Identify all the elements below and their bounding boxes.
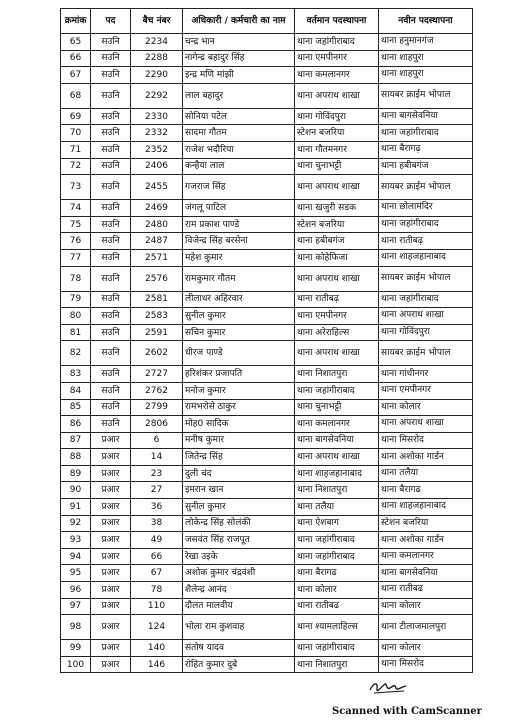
- cell-post: प्रआर: [91, 548, 131, 565]
- cell-current-posting: थाना कमलानगर: [295, 416, 379, 433]
- table-row: [61, 200, 473, 217]
- cell-current-posting: थाना तलैया: [295, 499, 379, 516]
- cell-post: प्रआर: [91, 449, 131, 466]
- header-batch-number: बैच नंबर: [131, 9, 183, 34]
- cell-batch-number: 2290: [131, 67, 183, 84]
- cell-serial: 80: [61, 308, 91, 325]
- cell-new-posting: थाना एमपीनगर: [379, 382, 473, 399]
- cell-current-posting: थाना बैरागढ: [295, 565, 379, 582]
- cell-post: सउनि: [91, 175, 131, 200]
- cell-officer-name: महेश कुमार: [183, 249, 295, 266]
- cell-batch-number: 2352: [131, 141, 183, 158]
- cell-serial: 98: [61, 615, 91, 640]
- cell-new-posting: थाना गोविंदपुरा: [379, 324, 473, 341]
- cell-post: सउनि: [91, 324, 131, 341]
- cell-current-posting: थाना निशातपुरा: [295, 366, 379, 383]
- table-row: [61, 499, 473, 516]
- cell-new-posting: थाना टीलाजमालपुरा: [379, 615, 473, 640]
- cell-officer-name: सचिन कुमार: [183, 324, 295, 341]
- table-row: [61, 449, 473, 466]
- table-row: [61, 108, 473, 125]
- cell-post: सउनि: [91, 141, 131, 158]
- table-row: [61, 308, 473, 325]
- cell-batch-number: 2292: [131, 83, 183, 108]
- cell-batch-number: 2455: [131, 175, 183, 200]
- table-row: [61, 324, 473, 341]
- cell-serial: 79: [61, 291, 91, 308]
- table-row: [61, 291, 473, 308]
- table-row: [61, 640, 473, 657]
- cell-new-posting: थाना छोलामंदिर: [379, 200, 473, 217]
- table-row: [61, 249, 473, 266]
- header-post: पद: [91, 9, 131, 34]
- cell-new-posting: सायबर क्राईम भोपाल: [379, 83, 473, 108]
- cell-new-posting: थाना बागसेवनिया: [379, 565, 473, 582]
- cell-current-posting: थाना अपराध शाखा: [295, 449, 379, 466]
- cell-current-posting: थाना निशातपुरा: [295, 482, 379, 499]
- cell-post: सउनि: [91, 216, 131, 233]
- cell-batch-number: 2480: [131, 216, 183, 233]
- cell-officer-name: अशोक कुमार चंद्रवंशी: [183, 565, 295, 582]
- transfer-table: [60, 8, 473, 673]
- header-new-posting: नवीन पदस्थापना: [379, 9, 473, 34]
- table-header-row: [61, 9, 473, 34]
- cell-current-posting: थाना अपराध शाखा: [295, 341, 379, 366]
- cell-serial: 75: [61, 216, 91, 233]
- table-row: [61, 83, 473, 108]
- cell-current-posting: थाना चुनाभट्टी: [295, 399, 379, 416]
- table-row: [61, 482, 473, 499]
- cell-officer-name: राम प्रकाश पाण्डे: [183, 216, 295, 233]
- cell-post: सउनि: [91, 34, 131, 51]
- cell-serial: 69: [61, 108, 91, 125]
- scanner-footer: Scanned with CamScanner: [332, 706, 482, 717]
- table-row: [61, 532, 473, 549]
- table-row: [61, 598, 473, 615]
- cell-new-posting: थाना गांधीनगर: [379, 366, 473, 383]
- cell-post: सउनि: [91, 291, 131, 308]
- cell-batch-number: 2576: [131, 266, 183, 291]
- cell-batch-number: 78: [131, 582, 183, 599]
- cell-serial: 92: [61, 515, 91, 532]
- cell-post: सउनि: [91, 108, 131, 125]
- cell-current-posting: थाना अरेराहिल्स: [295, 324, 379, 341]
- cell-current-posting: थाना जहांगीराबाद: [295, 548, 379, 565]
- cell-new-posting: थाना जहांगीराबाद: [379, 291, 473, 308]
- cell-batch-number: 110: [131, 598, 183, 615]
- cell-post: प्रआर: [91, 615, 131, 640]
- cell-current-posting: थाना ऐशबाग: [295, 515, 379, 532]
- table-row: [61, 582, 473, 599]
- cell-new-posting: थाना अशोका गार्डन: [379, 449, 473, 466]
- cell-post: सउनि: [91, 366, 131, 383]
- table-row: [61, 158, 473, 175]
- cell-serial: 95: [61, 565, 91, 582]
- cell-current-posting: स्टेशन बजरिया: [295, 216, 379, 233]
- cell-new-posting: थाना हबीबगंज: [379, 158, 473, 175]
- cell-officer-name: लीलाधर अहिरवार: [183, 291, 295, 308]
- cell-serial: 84: [61, 382, 91, 399]
- cell-current-posting: थाना जहांगीराबाद: [295, 382, 379, 399]
- cell-post: सउनि: [91, 67, 131, 84]
- cell-post: प्रआर: [91, 656, 131, 673]
- cell-serial: 83: [61, 366, 91, 383]
- cell-new-posting: थाना मिसरोद: [379, 656, 473, 673]
- cell-officer-name: लाल बहादुर: [183, 83, 295, 108]
- cell-new-posting: थाना अपराध शाखा: [379, 416, 473, 433]
- cell-new-posting: स्टेशन बजरिया: [379, 515, 473, 532]
- cell-post: सउनि: [91, 158, 131, 175]
- cell-post: प्रआर: [91, 640, 131, 657]
- transfer-list-sheet: [60, 8, 472, 673]
- cell-new-posting: थाना शाहजहानाबाद: [379, 499, 473, 516]
- table-row: [61, 515, 473, 532]
- cell-batch-number: 66: [131, 548, 183, 565]
- cell-officer-name: सुनील कुमार: [183, 308, 295, 325]
- cell-serial: 85: [61, 399, 91, 416]
- cell-post: सउनि: [91, 266, 131, 291]
- table-row: [61, 615, 473, 640]
- cell-batch-number: 124: [131, 615, 183, 640]
- table-row: [61, 125, 473, 142]
- cell-current-posting: थाना जहांगीराबाद: [295, 640, 379, 657]
- cell-serial: 72: [61, 158, 91, 175]
- cell-serial: 81: [61, 324, 91, 341]
- cell-post: सउनि: [91, 399, 131, 416]
- cell-officer-name: कन्हैया लाल: [183, 158, 295, 175]
- cell-post: सउनि: [91, 233, 131, 250]
- cell-officer-name: हरिशंकर प्रजापति: [183, 366, 295, 383]
- cell-officer-name: नागेन्द्र बहादुर सिंह: [183, 50, 295, 67]
- cell-current-posting: थाना कोलार: [295, 582, 379, 599]
- cell-serial: 73: [61, 175, 91, 200]
- cell-new-posting: थाना अशोका गार्डन: [379, 532, 473, 549]
- cell-serial: 70: [61, 125, 91, 142]
- cell-post: सउनि: [91, 341, 131, 366]
- cell-officer-name: राजेश भदौरिया: [183, 141, 295, 158]
- table-row: [61, 366, 473, 383]
- cell-serial: 87: [61, 432, 91, 449]
- cell-officer-name: भोला राम कुशवाह: [183, 615, 295, 640]
- cell-officer-name: दौलत मालवीय: [183, 598, 295, 615]
- cell-post: प्रआर: [91, 582, 131, 599]
- cell-new-posting: थाना रातीबढ: [379, 582, 473, 599]
- cell-batch-number: 36: [131, 499, 183, 516]
- table-row: [61, 399, 473, 416]
- cell-officer-name: मनोज कुमार: [183, 382, 295, 399]
- cell-new-posting: थाना कोलार: [379, 640, 473, 657]
- cell-officer-name: मोह0 सादिक: [183, 416, 295, 433]
- cell-serial: 94: [61, 548, 91, 565]
- cell-current-posting: थाना खजुरी सडक: [295, 200, 379, 217]
- cell-serial: 96: [61, 582, 91, 599]
- cell-post: सउनि: [91, 83, 131, 108]
- cell-new-posting: थाना शाहजहानाबाद: [379, 249, 473, 266]
- cell-new-posting: थाना बैरागढ़: [379, 141, 473, 158]
- cell-batch-number: 2583: [131, 308, 183, 325]
- cell-batch-number: 2487: [131, 233, 183, 250]
- cell-current-posting: थाना जहांगीराबाद: [295, 34, 379, 51]
- table-row: [61, 50, 473, 67]
- cell-post: प्रआर: [91, 515, 131, 532]
- cell-current-posting: थाना गौतमनगर: [295, 141, 379, 158]
- cell-serial: 100: [61, 656, 91, 673]
- cell-batch-number: 2469: [131, 200, 183, 217]
- cell-new-posting: थाना कमलानगर: [379, 548, 473, 565]
- table-row: [61, 548, 473, 565]
- table-row: [61, 382, 473, 399]
- cell-batch-number: 2330: [131, 108, 183, 125]
- cell-batch-number: 2762: [131, 382, 183, 399]
- cell-post: सउनि: [91, 50, 131, 67]
- cell-current-posting: थाना एमपीनगर: [295, 308, 379, 325]
- cell-officer-name: शैलेन्द्र आनंद: [183, 582, 295, 599]
- cell-serial: 68: [61, 83, 91, 108]
- cell-batch-number: 27: [131, 482, 183, 499]
- cell-post: सउनि: [91, 308, 131, 325]
- cell-officer-name: धीरज पाण्डे: [183, 341, 295, 366]
- table-row: [61, 67, 473, 84]
- cell-officer-name: रामकुमार गौतम: [183, 266, 295, 291]
- cell-batch-number: 67: [131, 565, 183, 582]
- header-officer-name: अधिकारी / कर्मचारी का नाम: [183, 9, 295, 34]
- cell-post: सउनि: [91, 382, 131, 399]
- cell-serial: 77: [61, 249, 91, 266]
- cell-post: प्रआर: [91, 565, 131, 582]
- cell-new-posting: थाना हनुमानगंज: [379, 34, 473, 51]
- cell-serial: 66: [61, 50, 91, 67]
- header-current-posting: वर्तमान पदस्थापना: [295, 9, 379, 34]
- cell-current-posting: थाना निशातपुरा: [295, 656, 379, 673]
- cell-new-posting: थाना बैरागढ: [379, 482, 473, 499]
- cell-officer-name: सोनिया पटेल: [183, 108, 295, 125]
- cell-serial: 89: [61, 465, 91, 482]
- cell-current-posting: स्टेशन बजरिया: [295, 125, 379, 142]
- cell-serial: 74: [61, 200, 91, 217]
- cell-batch-number: 2806: [131, 416, 183, 433]
- cell-current-posting: थाना अपराध शाखा: [295, 266, 379, 291]
- table-row: [61, 175, 473, 200]
- table-row: [61, 465, 473, 482]
- cell-batch-number: 38: [131, 515, 183, 532]
- cell-batch-number: 2406: [131, 158, 183, 175]
- table-row: [61, 34, 473, 51]
- cell-officer-name: दुली चंद: [183, 465, 295, 482]
- cell-post: प्रआर: [91, 532, 131, 549]
- cell-serial: 91: [61, 499, 91, 516]
- cell-batch-number: 49: [131, 532, 183, 549]
- cell-new-posting: सायबर क्राईम भोपाल: [379, 341, 473, 366]
- cell-current-posting: थाना अपराध शाखा: [295, 175, 379, 200]
- cell-new-posting: थाना रातीबढ़: [379, 233, 473, 250]
- cell-current-posting: थाना रातीबढ़: [295, 291, 379, 308]
- cell-new-posting: थाना जहांगीराबाद: [379, 216, 473, 233]
- cell-new-posting: थाना अपराध शाखा: [379, 308, 473, 325]
- cell-officer-name: मनीष कुमार: [183, 432, 295, 449]
- cell-batch-number: 2234: [131, 34, 183, 51]
- cell-post: प्रआर: [91, 482, 131, 499]
- cell-current-posting: थाना कमलानगर: [295, 67, 379, 84]
- cell-current-posting: थाना चुनाभट्टी: [295, 158, 379, 175]
- cell-officer-name: इमरान खान: [183, 482, 295, 499]
- cell-officer-name: रेखा उइके: [183, 548, 295, 565]
- cell-post: प्रआर: [91, 598, 131, 615]
- cell-new-posting: थाना शाहपुरा: [379, 67, 473, 84]
- table-row: [61, 233, 473, 250]
- cell-batch-number: 2288: [131, 50, 183, 67]
- cell-current-posting: थाना कोहेफिजा: [295, 249, 379, 266]
- cell-officer-name: चन्द्र भान: [183, 34, 295, 51]
- cell-batch-number: 2727: [131, 366, 183, 383]
- cell-batch-number: 2591: [131, 324, 183, 341]
- header-serial: क्रमांक: [61, 9, 91, 34]
- cell-batch-number: 2581: [131, 291, 183, 308]
- cell-serial: 88: [61, 449, 91, 466]
- cell-current-posting: थाना जहांगीराबाद: [295, 532, 379, 549]
- cell-new-posting: थाना शाहपुरा: [379, 50, 473, 67]
- cell-officer-name: विजेन्द्र सिंह बरसेना: [183, 233, 295, 250]
- signature: [368, 678, 408, 696]
- cell-new-posting: सायबर क्राईम भोपाल: [379, 266, 473, 291]
- cell-serial: 90: [61, 482, 91, 499]
- cell-current-posting: थाना रातीबढ: [295, 598, 379, 615]
- cell-serial: 67: [61, 67, 91, 84]
- table-row: [61, 341, 473, 366]
- cell-batch-number: 140: [131, 640, 183, 657]
- cell-batch-number: 2571: [131, 249, 183, 266]
- cell-officer-name: जितेन्द्र सिंह: [183, 449, 295, 466]
- cell-serial: 65: [61, 34, 91, 51]
- cell-post: प्रआर: [91, 432, 131, 449]
- cell-post: सउनि: [91, 249, 131, 266]
- cell-serial: 76: [61, 233, 91, 250]
- cell-batch-number: 2799: [131, 399, 183, 416]
- cell-batch-number: 23: [131, 465, 183, 482]
- cell-officer-name: संतोष यादव: [183, 640, 295, 657]
- cell-new-posting: थाना जहांगीराबाद: [379, 125, 473, 142]
- cell-post: प्रआर: [91, 465, 131, 482]
- cell-post: सउनि: [91, 200, 131, 217]
- cell-post: सउनि: [91, 416, 131, 433]
- cell-current-posting: थाना एमपीनगर: [295, 50, 379, 67]
- cell-new-posting: सायबर क्राईम भोपाल: [379, 175, 473, 200]
- cell-serial: 93: [61, 532, 91, 549]
- cell-serial: 71: [61, 141, 91, 158]
- cell-new-posting: थाना बागसेवनिया: [379, 108, 473, 125]
- cell-new-posting: थाना मिसरोद: [379, 432, 473, 449]
- cell-officer-name: जसवंत सिंह राजपूत: [183, 532, 295, 549]
- cell-current-posting: थाना गोविंदपुरा: [295, 108, 379, 125]
- cell-new-posting: थाना तलैया: [379, 465, 473, 482]
- cell-batch-number: 14: [131, 449, 183, 466]
- table-row: [61, 416, 473, 433]
- cell-current-posting: थाना श्यामलाहिल्स: [295, 615, 379, 640]
- table-row: [61, 141, 473, 158]
- cell-serial: 86: [61, 416, 91, 433]
- cell-current-posting: थाना शाहजहानाबाद: [295, 465, 379, 482]
- cell-officer-name: रोहित कुमार दुबे: [183, 656, 295, 673]
- cell-new-posting: थाना कोलार: [379, 399, 473, 416]
- cell-officer-name: गजराज सिंह: [183, 175, 295, 200]
- cell-serial: 78: [61, 266, 91, 291]
- cell-current-posting: थाना अपराध शाखा: [295, 83, 379, 108]
- table-row: [61, 565, 473, 582]
- cell-serial: 99: [61, 640, 91, 657]
- cell-officer-name: इन्द्र मणि मांझी: [183, 67, 295, 84]
- cell-serial: 82: [61, 341, 91, 366]
- table-row: [61, 266, 473, 291]
- cell-current-posting: थाना हबीबगंज: [295, 233, 379, 250]
- cell-batch-number: 2332: [131, 125, 183, 142]
- cell-officer-name: लोकेन्द्र सिंह सोलंकी: [183, 515, 295, 532]
- cell-officer-name: जंगलू पाटिल: [183, 200, 295, 217]
- cell-serial: 97: [61, 598, 91, 615]
- table-row: [61, 656, 473, 673]
- cell-batch-number: 2602: [131, 341, 183, 366]
- cell-officer-name: सुनील कुमार: [183, 499, 295, 516]
- table-row: [61, 216, 473, 233]
- cell-batch-number: 6: [131, 432, 183, 449]
- cell-new-posting: थाना कोलार: [379, 598, 473, 615]
- cell-post: सउनि: [91, 125, 131, 142]
- cell-officer-name: सादमा गौतम: [183, 125, 295, 142]
- table-row: [61, 432, 473, 449]
- cell-batch-number: 146: [131, 656, 183, 673]
- cell-officer-name: रामभरोसे ठाकुर: [183, 399, 295, 416]
- cell-current-posting: थाना बागसेवनिया: [295, 432, 379, 449]
- cell-post: प्रआर: [91, 499, 131, 516]
